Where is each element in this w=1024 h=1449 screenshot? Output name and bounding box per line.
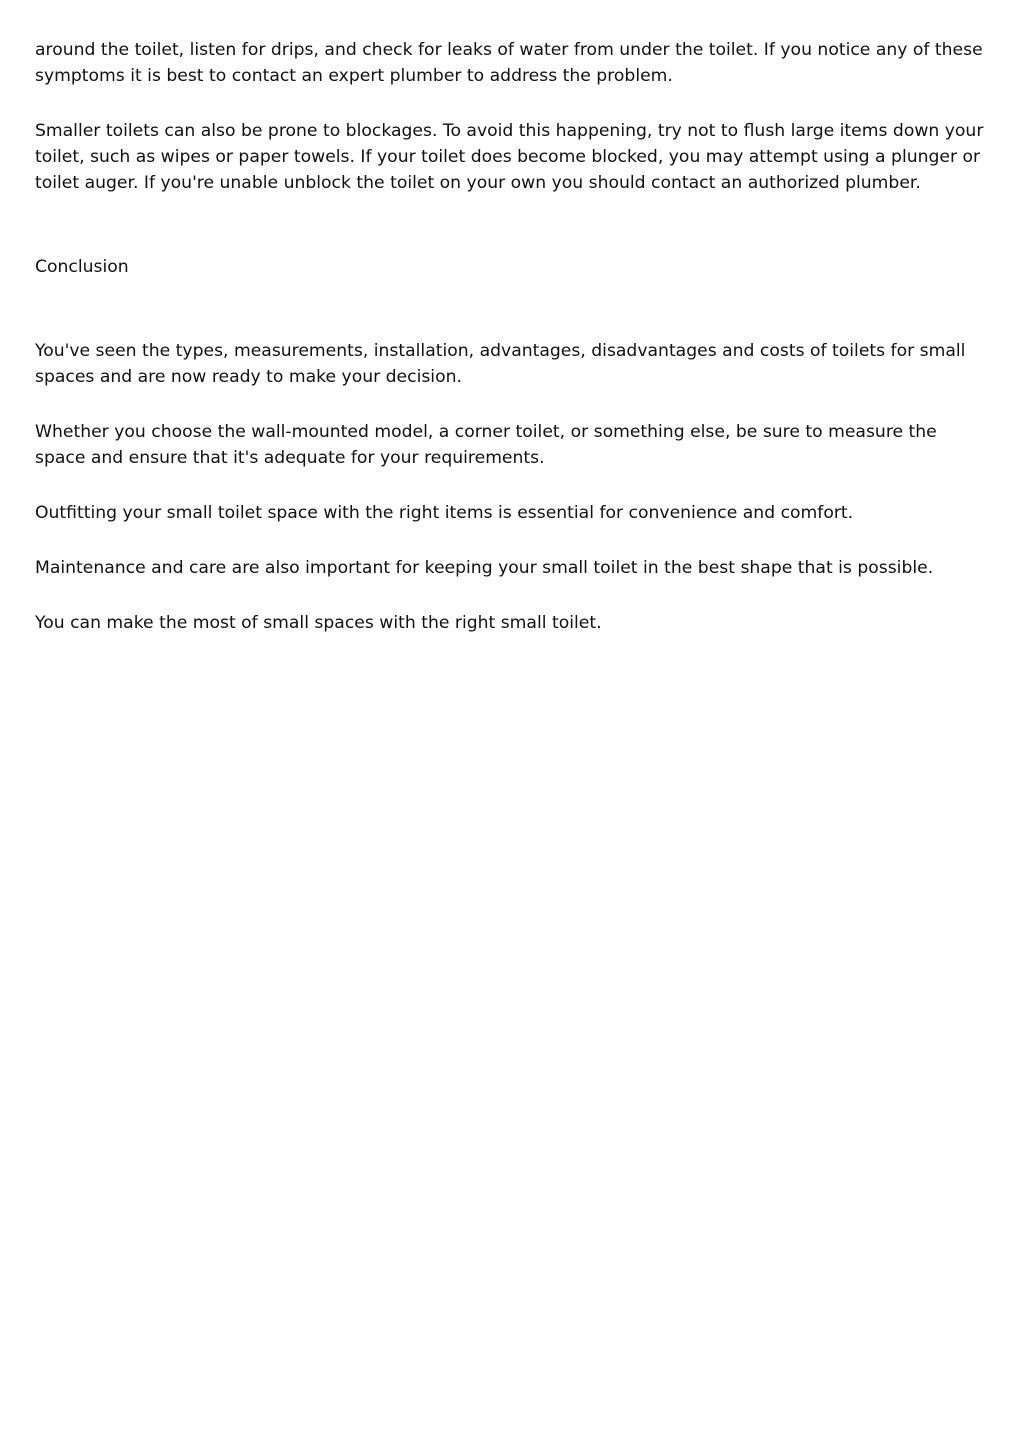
- conclusion-heading-text: Conclusion: [35, 257, 129, 277]
- paragraph-leak-check: around the toilet, listen for drips, and check for leaks of water from under the toilet. If you notice any of these symptoms it is best to contact an expert plumber to address the problem.: [35, 40, 983, 86]
- paragraph-outfitting: Outfitting your small toilet space with the right items is essential for convenience and comfort.: [35, 503, 854, 523]
- paragraph-measure-space: Whether you choose the wall-mounted model, a corner toilet, or something else, be sure to measure the space and ensure that it's adequate for your requirements.: [35, 422, 937, 468]
- paragraph-closing: You can make the most of small spaces with the right small toilet.: [35, 613, 602, 633]
- paragraph-maintenance: Maintenance and care are also important for keeping your small toilet in the best shape that is possible.: [35, 558, 934, 578]
- conclusion-heading: [35, 225, 990, 338]
- paragraph-blockages: Smaller toilets can also be prone to blockages. To avoid this happening, try not to flush large items down your toilet, such as wipes or paper towels. If your toilet does become blocked, you may attempt using a plunger or toilet auger. If you're unable unblock the toilet on your own you should contact an authorized plumber.: [35, 121, 984, 193]
- paragraph-summary: You've seen the types, measurements, installation, advantages, disadvantages and costs of toilets for small spaces and are now ready to make your decision.: [35, 341, 966, 387]
- document-body: [35, 37, 990, 665]
